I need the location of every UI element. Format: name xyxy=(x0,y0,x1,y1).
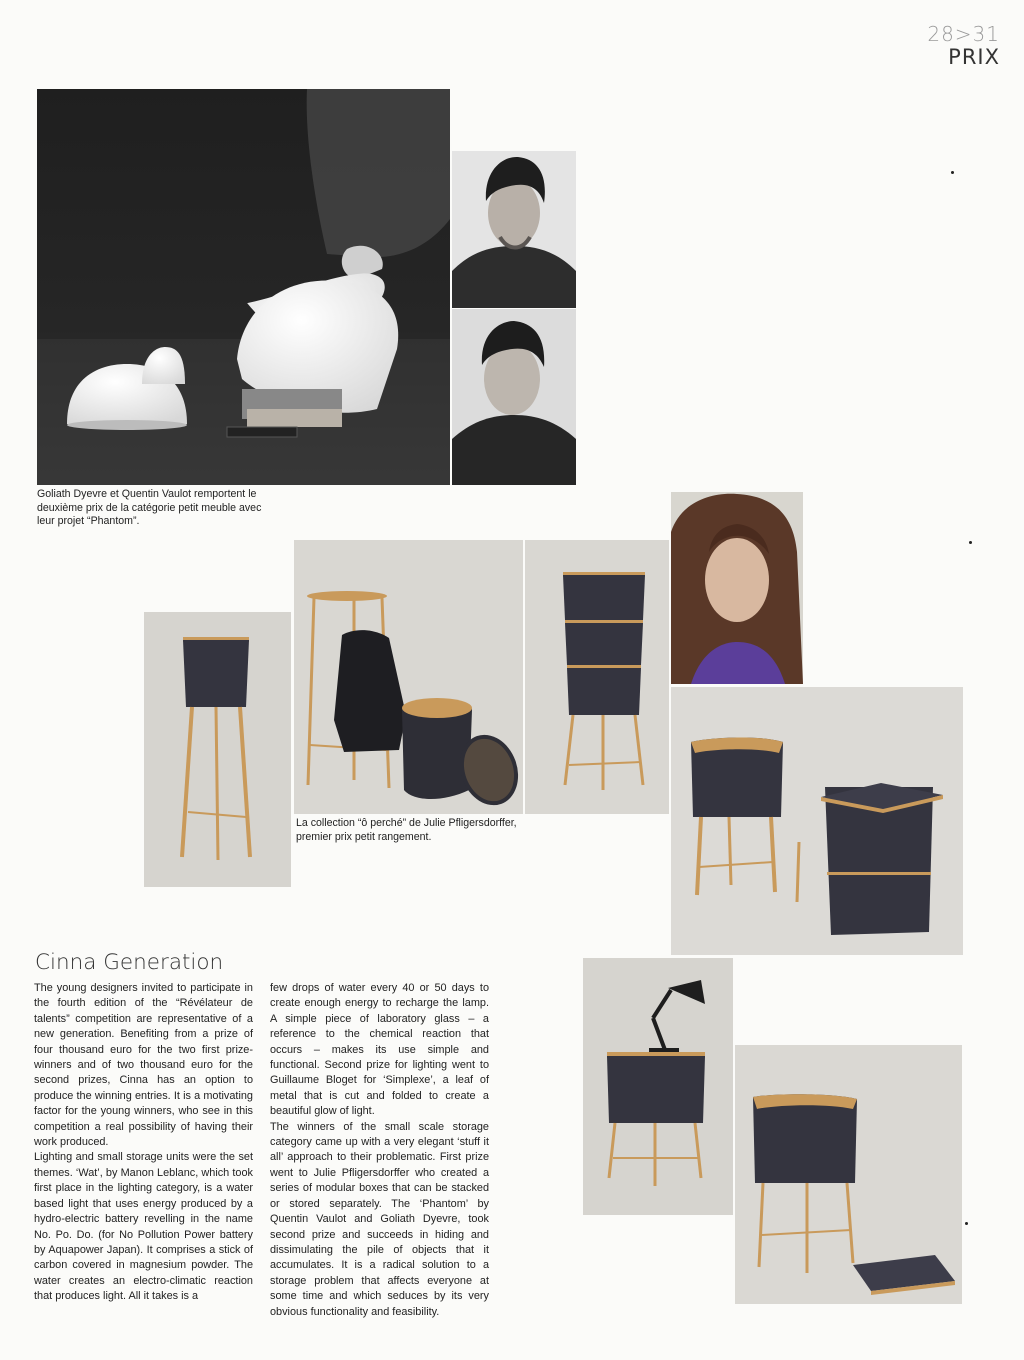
print-speck xyxy=(951,171,954,174)
article-column-2 xyxy=(270,981,489,1320)
o-perche-boxes-photo xyxy=(671,687,963,955)
section-title: PRIX xyxy=(948,45,1000,69)
o-perche-box-lid-photo xyxy=(735,1045,962,1304)
article-column-1 xyxy=(34,981,253,1305)
print-speck xyxy=(969,541,972,544)
article-title: Cinna Generation xyxy=(35,950,224,975)
print-speck xyxy=(965,1222,968,1225)
portrait-designer-1 xyxy=(452,151,576,308)
o-perche-tall-lamp-photo xyxy=(144,612,291,887)
caption-phantom: Goliath Dyevre et Quentin Vaulot remportent le deuxième prix de la catégorie petit meuble avec leur projet “Phantom”. xyxy=(37,488,262,527)
portrait-julie xyxy=(671,492,803,684)
phantom-photo xyxy=(37,89,450,485)
article-paragraph: few drops of water every 40 or 50 days to create enough energy to recharge the lamp. A simple piece of laboratory glass – a reference to the chemical reaction that occurs – makes its use simple and functional. Second prize for lighting went to Guillaume Bloget for ‘Simplexe’, a leaf of metal that is cut and folded to create a beautiful glow of light. xyxy=(270,982,489,1118)
o-perche-coat-stand-photo xyxy=(294,540,523,814)
article-paragraph: Lighting and small storage units were the set themes. ‘Wat’, by Manon Leblanc, which took first place in the lighting category, is a water based light that uses energy produced by a hydro-electric battery revelling in the name No. Po. Do. (for No Pollution Power battery by Aquapower Japan). It comprises a stick of carbon covered in magnesium powder. The water creates an electro-climatic reaction that produces light. All it takes is a xyxy=(34,1151,253,1303)
o-perche-lamp-box-photo xyxy=(583,958,733,1215)
page-number-range: 28>31 xyxy=(927,22,1000,46)
caption-o-perche: La collection “ô perché” de Julie Pfligersdorffer, premier prix petit rangement. xyxy=(296,817,517,843)
o-perche-stacked-cabinet-photo xyxy=(525,540,669,814)
article-paragraph: The winners of the small scale storage category came up with a very elegant ‘stuff it all’ approach to their problematic. First prize went to Julie Pfligersdorffer who created a series of modular boxes that can be stacked or stored separately. The ‘Phantom’ by Quentin Vaulot and Goliath Dyevre, took second prize and succeeds in hiding and dissimulating the pile of objects that it accumulates. It is a radical solution to a storage problem that affects everyone at some time and which seduces by its very obvious functionality and feasibility. xyxy=(270,1120,489,1318)
article-paragraph: The young designers invited to participate in the fourth edition of the “Révélateur de talents” competition are representative of a new generation. Benefiting from a prize of four thousand euro for the two first prize-winners and of two thousand euro for the second prizes, Cinna has an option to produce the winning entries. It is a motivating factor for the young winners, who see in this competition a real possibility of having their work produced. xyxy=(34,982,253,1149)
portrait-designer-2 xyxy=(452,309,576,485)
